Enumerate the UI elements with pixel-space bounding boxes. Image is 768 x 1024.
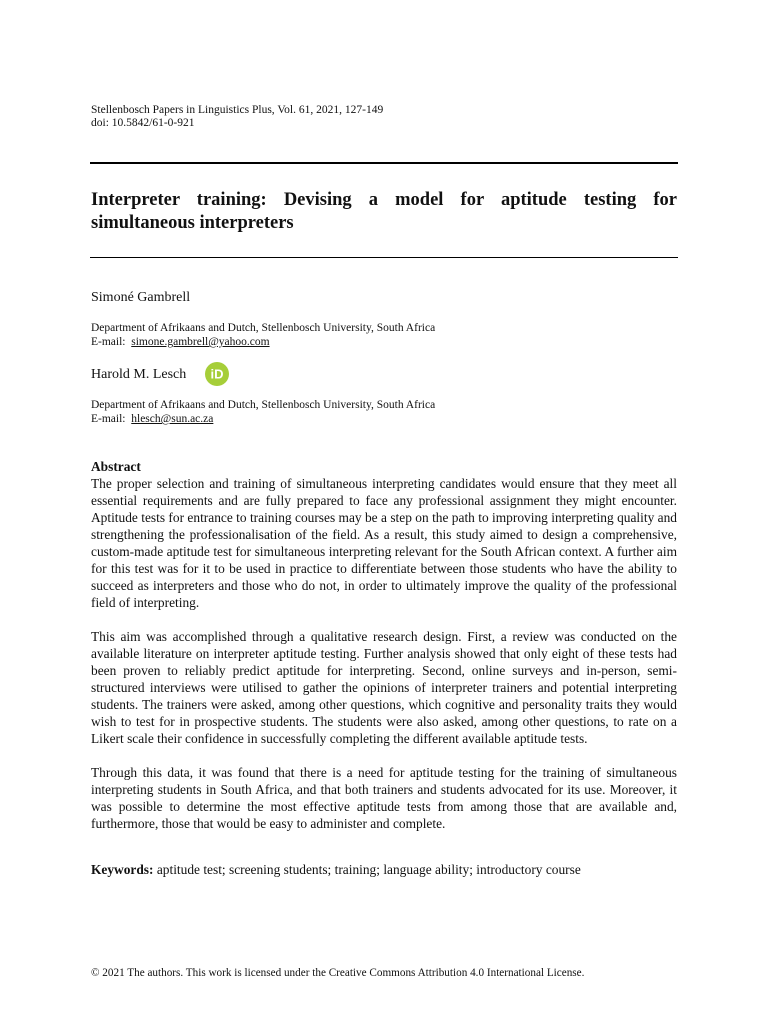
author-email-link[interactable]: simone.gambrell@yahoo.com (131, 336, 270, 348)
author-name: Harold M. Lesch (91, 367, 187, 382)
paper-title: Interpreter training: Devising a model for aptitude testing for simultaneous interpreters (91, 190, 677, 233)
orcid-icon[interactable] (205, 362, 229, 386)
author-email-line (91, 412, 213, 426)
abstract-section (91, 458, 677, 832)
author-name: Simoné Gambrell (91, 290, 191, 305)
author-affiliation: Department of Afrikaans and Dutch, Stellenbosch University, South Africa (91, 322, 436, 334)
email-label: E-mail: (91, 336, 126, 348)
title-rule-bottom (90, 257, 678, 258)
author-email-link[interactable]: hlesch@sun.ac.za (131, 413, 214, 425)
keywords-label: Keywords: (91, 862, 154, 877)
keywords-text: aptitude test; screening students; training; language ability; introductory course (156, 862, 581, 877)
keywords-line (91, 861, 677, 878)
author-affiliation: Department of Afrikaans and Dutch, Stellenbosch University, South Africa (91, 399, 436, 411)
abstract-paragraph: Through this data, it was found that there is a need for aptitude testing for the training of simultaneous interpreting students in South Africa, and that both trainers and students advocated for its use. Moreover, it was possible to determine the most effective aptitude tests from among those that are available and, furthermore, those that would be easy to administer and complete. (91, 765, 677, 831)
orcid-icon-text: iD (210, 366, 224, 382)
abstract-paragraph: This aim was accomplished through a qualitative research design. First, a review was conducted on the available literature on interpreter aptitude testing. Further analysis showed that only eight of these tests had been proven to reliably predict aptitude for interpreting. Second, online surveys and in-person, semi-structured interviews were utilised to gather the opinions of interpreter trainers and potential interpreting students. The trainers were asked, among other questions, which cognitive and personality traits they would wish to test for in prospective students. The students were also asked, among other questions, to rate on a Likert scale their confidence in successfully completing the different available aptitude tests. (91, 629, 677, 746)
journal-citation: Stellenbosch Papers in Linguistics Plus, Vol. 61, 2021, 127-149 (91, 104, 384, 116)
abstract-paragraph: The proper selection and training of simultaneous interpreting candidates would ensure that they meet all essential requirements and are fully prepared to face any professional assignment they might encounter. Aptitude tests for entrance to training courses may be a step on the path to improving interpreting quality and strengthening the professionalisation of the field. As a result, this study aimed to design a comprehensive, custom-made aptitude test for simultaneous interpreting relevant for the South African context. A further aim for this test was for it to be used in practice to differentiate between those students who have the ability to succeed as interpreters and those who do not, in order to ultimately improve the quality of the professional field of interpreting. (91, 476, 677, 610)
journal-doi: doi: 10.5842/61-0-921 (91, 117, 195, 129)
author-email-line (91, 335, 270, 349)
email-label: E-mail: (91, 413, 126, 425)
title-rule-top (90, 162, 678, 164)
abstract-heading: Abstract (91, 459, 141, 474)
license-footer: © 2021 The authors. This work is licensed under the Creative Commons Attribution 4.0 International License. (91, 967, 585, 979)
